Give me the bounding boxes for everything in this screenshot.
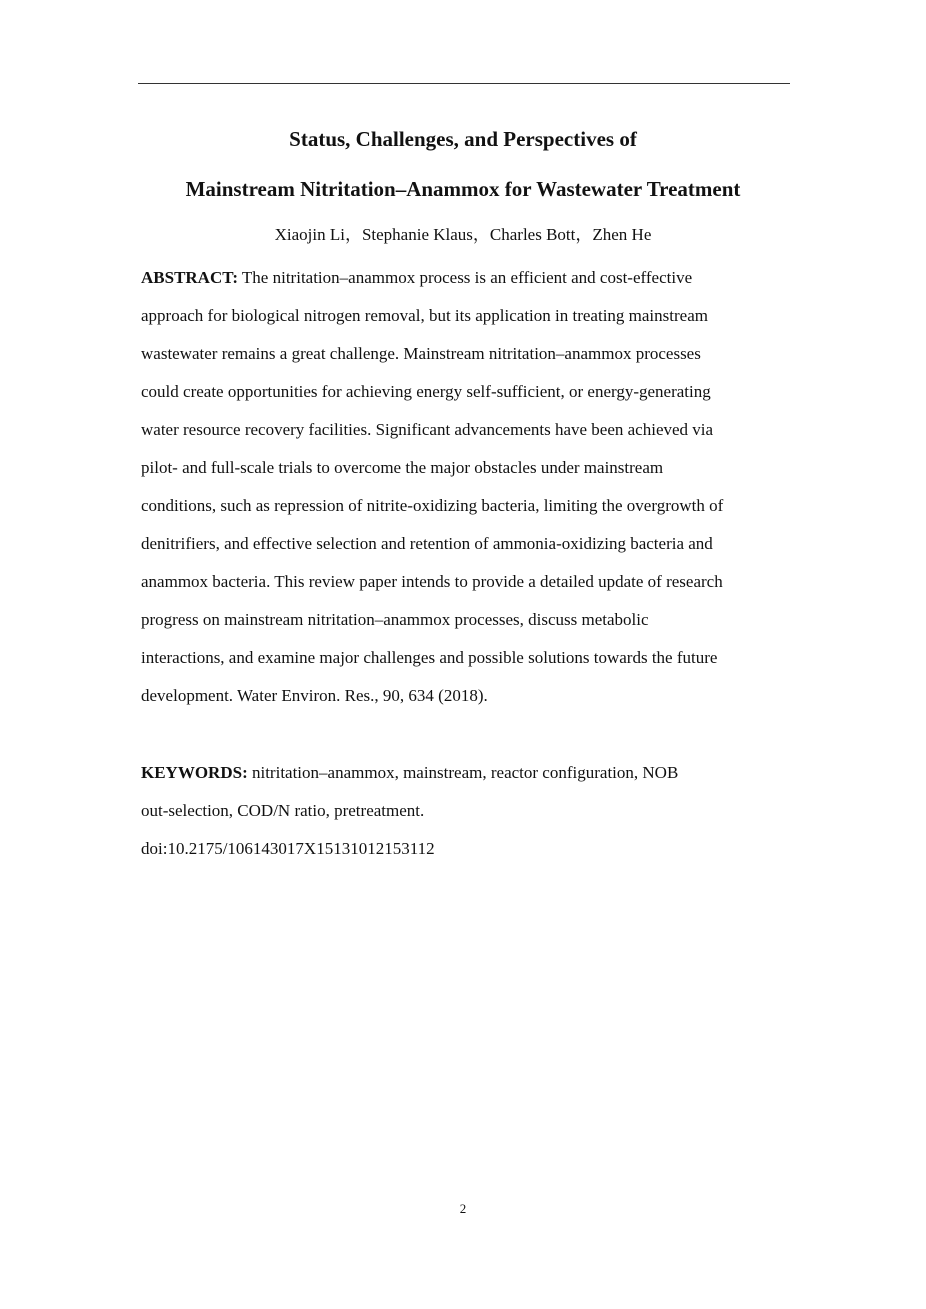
abstract-line: progress on mainstream nitritation–anammox processes, discuss metabolic xyxy=(141,610,649,629)
paper-title-line-1: Status, Challenges, and Perspectives of xyxy=(289,127,637,151)
abstract-line: conditions, such as repression of nitrite-oxidizing bacteria, limiting the overgrowth of xyxy=(141,496,724,515)
keywords-line xyxy=(141,754,791,792)
abstract-line: could create opportunities for achieving energy self-sufficient, or energy-generating xyxy=(141,382,711,401)
doi-text[interactable]: doi:10.2175/106143017X15131012153112 xyxy=(141,839,435,858)
keywords-text: nitritation–anammox, mainstream, reactor configuration, NOB xyxy=(247,763,679,782)
abstract-line: pilot- and full-scale trials to overcome the major obstacles under mainstream xyxy=(141,458,664,477)
keywords-label: KEYWORDS: xyxy=(141,763,248,782)
abstract-line: wastewater remains a great challenge. Mainstream nitritation–anammox processes xyxy=(141,344,701,363)
abstract-line: development. Water Environ. Res., 90, 634 (2018). xyxy=(141,686,488,705)
abstract-text: The nitritation–anammox process is an efficient and cost-effective xyxy=(237,268,693,287)
author-list: Xiaojin Li，Stephanie Klaus，Charles Bott，Zhen He xyxy=(274,225,652,244)
paper-title-line-2: Mainstream Nitritation–Anammox for Wastewater Treatment xyxy=(185,177,741,201)
abstract-section xyxy=(141,259,791,715)
abstract-line: interactions, and examine major challenges and possible solutions towards the future xyxy=(141,648,718,667)
abstract-label: ABSTRACT: xyxy=(141,268,238,287)
abstract-line xyxy=(141,259,791,297)
abstract-line: approach for biological nitrogen removal, but its application in treating mainstream xyxy=(141,306,708,325)
page-number: 2 xyxy=(459,1201,467,1216)
abstract-line: anammox bacteria. This review paper intends to provide a detailed update of research xyxy=(141,572,723,591)
abstract-line: denitrifiers, and effective selection and retention of ammonia-oxidizing bacteria and xyxy=(141,534,713,553)
keywords-section xyxy=(141,754,791,868)
header-rule xyxy=(138,83,790,84)
abstract-line: water resource recovery facilities. Significant advancements have been achieved via xyxy=(141,420,714,439)
keywords-line: out-selection, COD/N ratio, pretreatment. xyxy=(141,801,425,820)
